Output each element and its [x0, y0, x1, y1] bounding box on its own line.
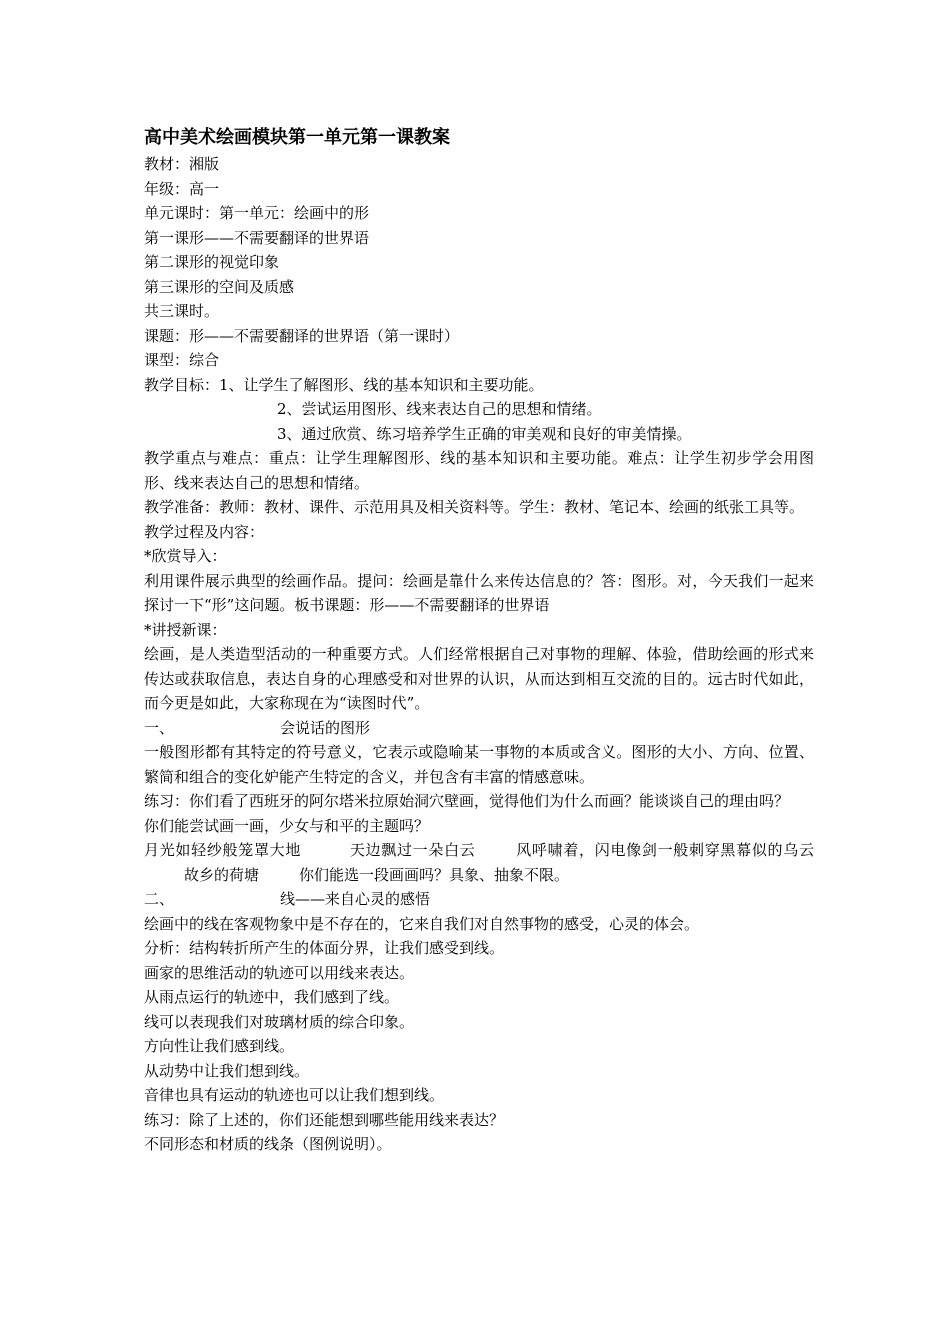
section1-paragraph: 一般图形都有其特定的符号意义，它表示或隐喻某一事物的本质或含义。图形的大小、方向、位置、繁简和组合的变化妒能产生特定的含义，并包含有丰富的情感意味。: [144, 743, 814, 786]
appreciation-paragraph: 利用课件展示典型的绘画作品。提问：绘画是靠什么来传达信息的？答：图形。对，今天我们一起来探讨一下“形”这问题。板书课题：形——不需要翻译的世界语: [144, 571, 814, 614]
theme-c: 风呼啸着，闪电像剑一般刺穿黑幕似的乌云: [515, 841, 814, 859]
theme-e: 你们能选一段画画吗？具象、抽象不限。: [299, 865, 570, 884]
appreciation-heading: *欣赏导入：: [144, 547, 227, 565]
process-heading: 教学过程及内容：: [144, 522, 265, 541]
theme-a: 月光如轻纱般笼罩大地: [144, 841, 302, 859]
objective-1: 教学目标：1、让学生了解图形、线的基本知识和主要功能。: [144, 375, 544, 394]
line-text-9: 练习：除了上述的，你们还能想到哪些能用线来表达？: [144, 1110, 505, 1129]
lesson2-line: 第二课形的视觉印象: [144, 253, 280, 271]
theme-b: 天边飘过一朵白云: [349, 841, 476, 859]
section1-title: 会说话的图形: [280, 718, 371, 737]
total-hours-line: 共三课时。: [144, 302, 220, 320]
line-text-6: 方向性让我们感到线。: [144, 1037, 295, 1055]
key-points-paragraph: 教学重点与难点：重点：让学生理解图形、线的基本知识和主要功能。难点：让学生初步学会用图形、线来表达自己的思想和情绪。: [144, 449, 814, 492]
lesson-type-line: 课型：综合: [144, 351, 220, 369]
section1-heading: [144, 716, 814, 741]
line-text-1: 绘画中的线在客观物象中是不存在的，它来自我们对自然事物的感受，心灵的体会。: [144, 914, 700, 933]
line-text-8: 音律也具有运动的轨迹也可以让我们想到线。: [144, 1086, 445, 1104]
line-text-3: 画家的思维活动的轨迹可以用线来表达。: [144, 963, 415, 982]
preparation-paragraph: 教学准备：教师：教材、课件、示范用具及相关资料等。学生：教材、笔记本、绘画的纸张工具等。: [144, 498, 805, 516]
theme-d: 故乡的荷塘: [184, 865, 260, 884]
lesson1-line: 第一课形——不需要翻译的世界语: [144, 228, 370, 247]
section2-title: 线——来自心灵的感悟: [280, 890, 431, 908]
line-text-7: 从动势中让我们想到线。: [144, 1061, 310, 1080]
exercise1-paragraph: 练习：你们看了西班牙的阿尔塔米拉原始洞穴壁画，觉得他们为什么而画？能谈谈自己的理由吗？: [144, 792, 790, 810]
line-text-4: 从雨点运行的轨迹中，我们感到了线。: [144, 988, 400, 1006]
document-page: [144, 126, 814, 1157]
unit-hours-line: 单元课时：第一单元：绘画中的形: [144, 204, 370, 222]
line-text-5: 线可以表现我们对玻璃材质的综合印象。: [144, 1012, 415, 1031]
section2-heading: [144, 887, 814, 912]
objective-2: 2、尝试运用图形、线来表达自己的思想和情绪。: [277, 400, 602, 418]
themes-paragraph: [144, 838, 814, 887]
topic-line: 课题：形——不需要翻译的世界语（第一课时）: [144, 326, 460, 345]
try-draw-line: 你们能尝试画一画，少女与和平的主题吗？: [144, 816, 430, 835]
section2-number: 二、: [144, 890, 175, 908]
line-text-2: 分析：结构转折所产生的体面分界，让我们感受到线。: [144, 939, 505, 957]
line-text-10: 不同形态和材质的线条（图例说明）。: [144, 1135, 392, 1153]
document-title: 高中美术绘画模块第一单元第一课教案: [144, 127, 450, 148]
grade-line: 年级：高一: [144, 179, 220, 198]
material-line: 教材：湘版: [144, 155, 220, 173]
lesson3-line: 第三课形的空间及质感: [144, 277, 295, 296]
new-lesson-heading: *讲授新课：: [144, 620, 227, 639]
section1-number: 一、: [144, 718, 175, 737]
objective-3: 3、通过欣赏、练习培养学生正确的审美观和良好的审美情操。: [277, 424, 692, 443]
new-lesson-paragraph: 绘画，是人类造型活动的一种重要方式。人们经常根据自己对事物的理解、体验，借助绘画的形式来传达或获取信息，表达自身的心理感受和对世界的认识，从而达到相互交流的目的。远古时代如此，而今更是如此，大家称现在为“读图时代”。: [144, 645, 814, 712]
